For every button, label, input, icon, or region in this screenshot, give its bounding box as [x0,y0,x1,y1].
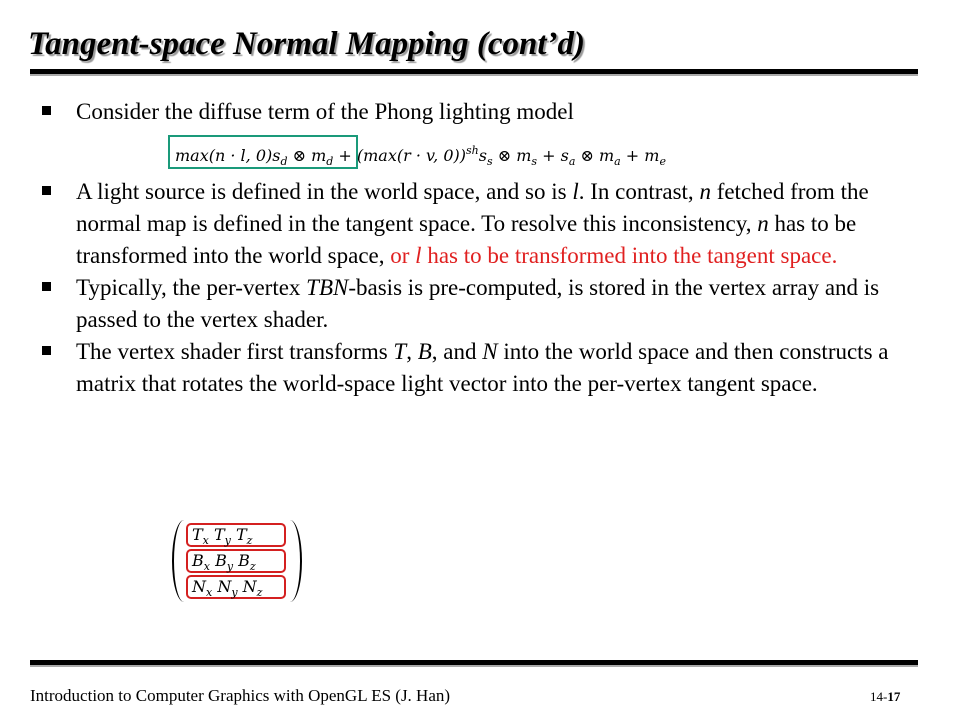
bullet-item-4 [40,336,900,400]
specular-sub-s1: s [486,155,493,168]
title-divider [30,69,918,74]
bullet-item-1 [40,96,900,128]
ambient-sub-a1: a [568,155,576,168]
diffuse-fn: max(n · l, 0)s [175,146,281,165]
highlighted-text: has to be transformed into the tangent space. [421,243,838,268]
emissive-sub-e: e [659,155,666,168]
bullet-italic-n: n [757,211,769,236]
matrix-row-t: $T_x$ $T_y$ $T_z$ [186,523,286,547]
ambient-part-d: + s [537,146,569,165]
bullet-italic-n: n [699,179,711,204]
matrix-row-b: $B_x$ $B_y$ $B_z$ [186,549,286,573]
bullet-italic-tbn: TBN [306,275,349,300]
matrix-row-n: $N_x$ $N_y$ $N_z$ [186,575,286,599]
square-bullet-icon [42,186,51,195]
bullet-italic-t: T [393,339,407,364]
phong-formula [168,128,900,176]
highlighted-italic-l: l [415,243,422,268]
bullet-item-2 [40,176,900,272]
specular-part-b: s [478,146,487,165]
footer-course-title: Introduction to Computer Graphics with OpenGL ES (J. Han) [30,686,451,705]
bullet-list [40,96,900,400]
page-number [870,689,900,705]
slide-title: Tangent-space Normal Mapping (cont’d) [28,26,586,62]
diffuse-sub-d2: d [326,155,334,168]
bullet-text-part: -basis is pre-computed, is stored in the vertex array and is passed to the vertex shader. [76,275,880,332]
tbn-matrix [172,520,302,602]
specular-sub-s2: s [531,155,538,168]
bullet-text-part: has to be transformed into the world space, [76,211,857,268]
bullet-text-part: fetched from the normal map is defined in the tangent space. To resolve this inconsistency, [76,179,869,236]
ambient-sub-a2: a [614,155,621,168]
bullet-text-part: A light source is defined in the world space, and so is [76,179,573,204]
footer-divider [30,660,918,665]
matrix-right-paren [288,520,302,602]
square-bullet-icon [42,346,51,355]
bullet-italic-l: l [572,179,579,204]
bullet-item-3 [40,272,900,336]
page-number-value: 17 [887,689,901,704]
square-bullet-icon [42,106,51,115]
bullet-italic-b: B [417,339,432,364]
bullet-text-part: . In contrast, [578,179,700,204]
highlighted-text: or [390,243,416,268]
bullet-text-part: , and [431,339,483,364]
square-bullet-icon [42,282,51,291]
bullet-text-part: The vertex shader first transforms [76,339,394,364]
bullet-text-part: Typically, the per-vertex [76,275,307,300]
matrix-left-paren [172,520,186,602]
diffuse-sub-d1: d [280,155,288,168]
bullet-text-part: , [406,339,418,364]
bullet-italic-n: N [482,339,498,364]
bullet-text-part: into the world space and then constructs a matrix that rotates the world-space light vector into the per-vertex tangent space. [76,339,889,396]
specular-exponent: sh [466,144,479,157]
bullet-text: Consider the diffuse term of the Phong lighting model [76,99,574,124]
specular-part-a: + (max(r · v, 0)) [333,146,466,165]
formula-expression [175,141,666,172]
specular-part-c: ⊗ m [492,146,532,165]
emissive-part-f: + m [620,146,660,165]
ambient-part-e: ⊗ m [575,146,615,165]
diffuse-op: ⊗ m [287,146,327,165]
page-prefix: 14- [870,689,888,704]
